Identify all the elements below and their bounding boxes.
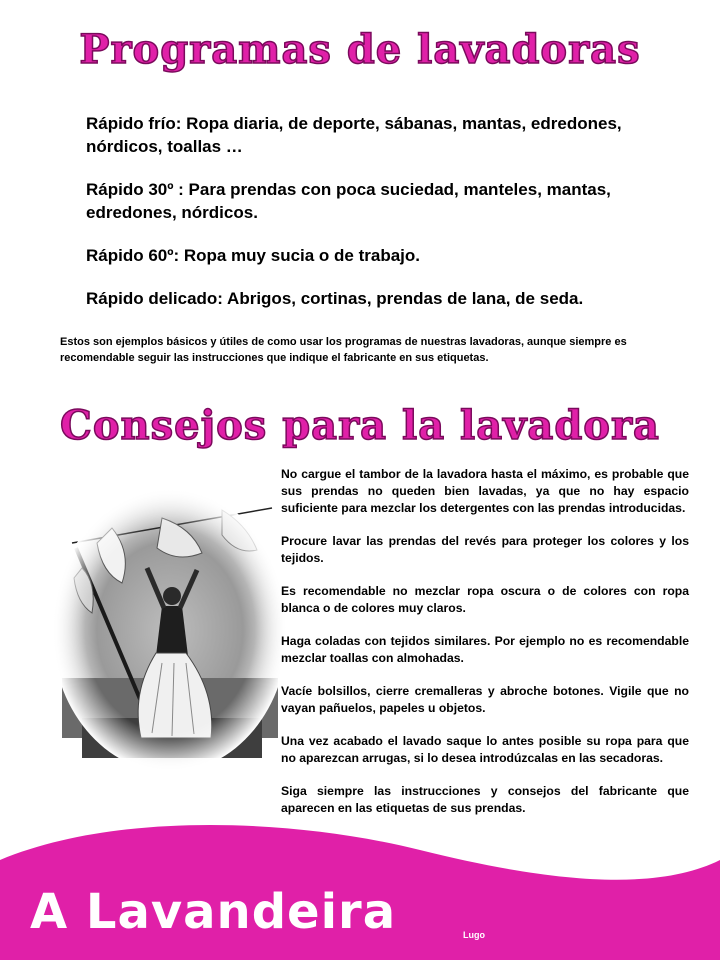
program-item: Rápido delicado: Abrigos, cortinas, prendas de lana, de seda. — [86, 289, 584, 308]
brand-logo-text: A Lavandeira — [30, 884, 397, 940]
laundry-woman-photo — [52, 488, 288, 772]
program-item: Rápido 60º: Ropa muy sucia o de trabajo. — [86, 246, 420, 265]
tip-item: Vacíe bolsillos, cierre cremalleras y abroche botones. Vigile que no vayan pañuelos, papeles u objetos. — [281, 684, 689, 715]
tip-item: No cargue el tambor de la lavadora hasta el máximo, es probable que sus prendas no queden bien lavadas, ya que no hay espacio suficiente para mezclar los detergentes con las prendas introducidas. — [281, 467, 689, 515]
brand-location: Lugo — [463, 930, 485, 940]
tip-item: Haga coladas con tejidos similares. Por ejemplo no es recomendable mezclar toallas con almohadas. — [281, 634, 689, 665]
programs-list — [86, 112, 676, 330]
tip-item: Es recomendable no mezclar ropa oscura o de colores con ropa blanca o de colores muy claros. — [281, 584, 689, 615]
tip-item: Una vez acabado el lavado saque lo antes posible su ropa para que no aparezcan arrugas, si lo desea introdúzcalas en las secadoras. — [281, 734, 689, 765]
page-title: Programas de lavadoras — [79, 26, 641, 73]
program-item: Rápido frío: Ropa diaria, de deporte, sábanas, mantas, edredones, nórdicos, toallas … — [86, 114, 622, 156]
tips-list — [281, 466, 689, 833]
programs-note: Estos son ejemplos básicos y útiles de como usar los programas de nuestras lavadoras, aunque siempre es recomendable seguir las instrucciones que indique el fabricante en sus etiquetas. — [60, 336, 627, 364]
section-title: Consejos para la lavadora — [60, 402, 660, 449]
tip-item: Siga siempre las instrucciones y consejos del fabricante que aparecen en las etiquetas de sus prendas. — [281, 784, 689, 815]
tip-item: Procure lavar las prendas del revés para proteger los colores y los tejidos. — [281, 534, 689, 565]
program-item: Rápido 30º : Para prendas con poca suciedad, manteles, mantas, edredones, nórdicos. — [86, 180, 611, 222]
